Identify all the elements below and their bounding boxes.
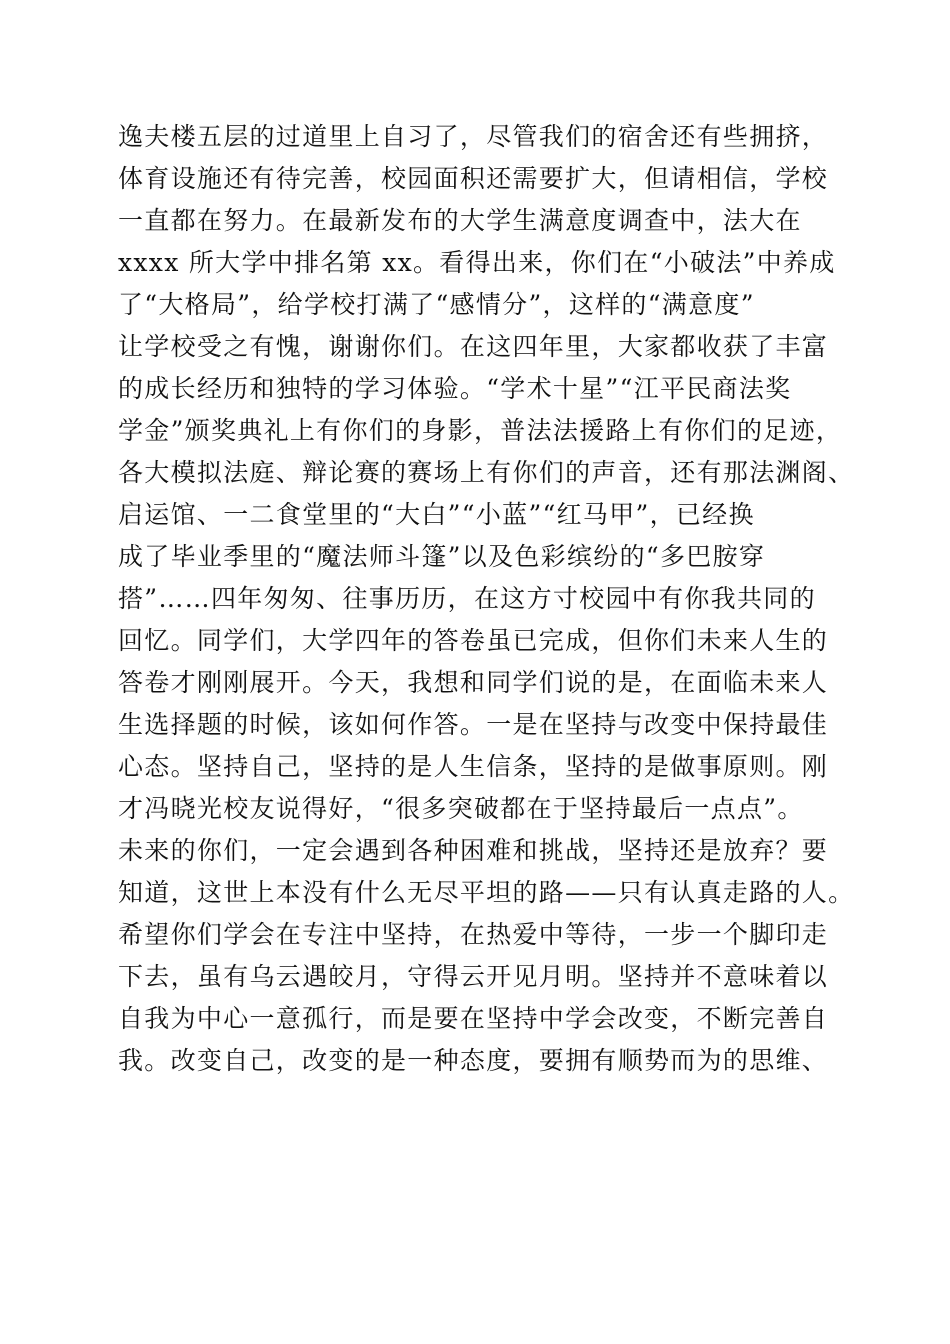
body-text [118, 116, 855, 1082]
text-line-7: 的成长经历和独特的学习体验。“学术十星”“江平民商法奖 [118, 374, 792, 403]
text-line-13: 回忆。同学们，大学四年的答卷虽已完成，但你们未来人生的 [118, 626, 829, 655]
text-line-3: 一直都在努力。在最新发布的大学生满意度调查中，法大在 [118, 206, 802, 235]
text-line-10: 启运馆、一二食堂里的“大白”“小蓝”“红马甲”，已经换 [118, 500, 755, 529]
text-line-22: 自我为中心一意孤行，而是要在坚持中学会改变，不断完善自 [118, 1004, 829, 1033]
text-line-14: 答卷才刚刚展开。今天，我想和同学们说的是，在面临未来人 [118, 668, 829, 697]
text-line-15: 生选择题的时候，该如何作答。一是在坚持与改变中保持最佳 [118, 710, 829, 739]
text-line-19: 知道，这世上本没有什么无尽平坦的路——只有认真走路的人。 [118, 878, 855, 907]
text-line-12: 搭”……四年匆匆、往事历历，在这方寸校园中有你我共同的 [118, 584, 816, 613]
text-line-8: 学金”颁奖典礼上有你们的身影，普法法援路上有你们的足迹， [118, 416, 843, 445]
text-line-11: 成了毕业季里的“魔法师斗篷”以及色彩缤纷的“多巴胺穿 [118, 542, 766, 571]
text-line-5: 了“大格局”，给学校打满了“感情分”，这样的“满意度” [118, 290, 755, 319]
text-line-20: 希望你们学会在专注中坚持，在热爱中等待，一步一个脚印走 [118, 920, 829, 949]
text-line-18: 未来的你们，一定会遇到各种困难和挑战，坚持还是放弃？要 [118, 836, 829, 865]
text-line-21: 下去，虽有乌云遇皎月，守得云开见月明。坚持并不意味着以 [118, 962, 829, 991]
text-line-17: 才冯晓光校友说得好，“很多突破都在于坚持最后一点点”。 [118, 794, 804, 823]
text-line-23: 我。改变自己，改变的是一种态度，要拥有顺势而为的思维、 [118, 1046, 829, 1075]
text-line-2: 体育设施还有待完善，校园面积还需要扩大，但请相信，学校 [118, 164, 829, 193]
text-line-16: 心态。坚持自己，坚持的是人生信条，坚持的是做事原则。刚 [118, 752, 829, 781]
text-line-9: 各大模拟法庭、辩论赛的赛场上有你们的声音，还有那法渊阁、 [118, 458, 855, 487]
text-line-6: 让学校受之有愧，谢谢你们。在这四年里，大家都收获了丰富 [118, 332, 829, 361]
text-line-4: xxxx 所大学中排名第 xx。看得出来，你们在“小破法”中养成 [118, 248, 836, 277]
text-line-1: 逸夫楼五层的过道里上自习了，尽管我们的宿舍还有些拥挤， [118, 122, 829, 151]
